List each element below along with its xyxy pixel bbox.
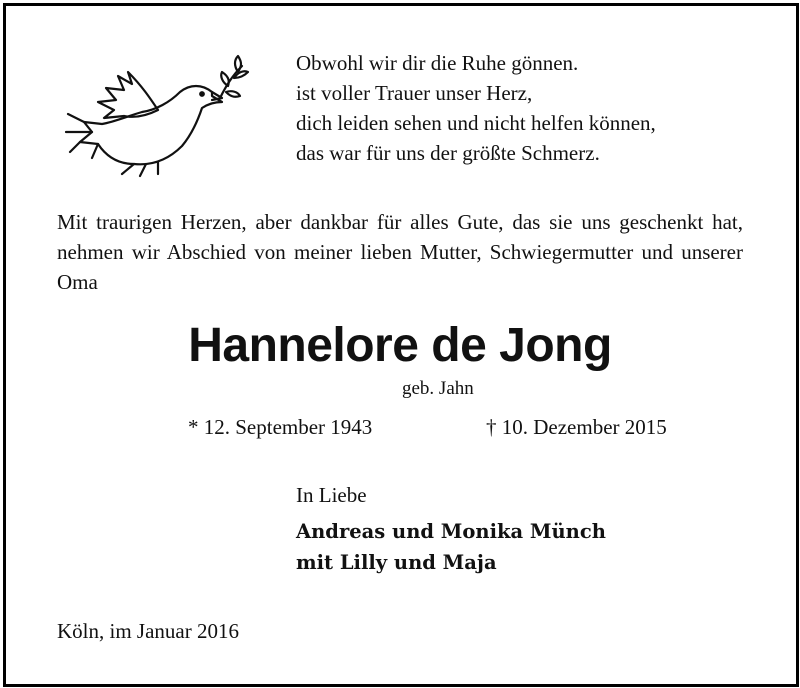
poem-line: das war für uns der größte Schmerz.: [296, 141, 600, 165]
family-signature: [296, 516, 606, 578]
family-line: mit Lilly und Maja: [296, 551, 497, 574]
poem-line: dich leiden sehen und nicht helfen können,: [296, 111, 656, 135]
poem-line: Obwohl wir dir die Ruhe gönnen.: [296, 51, 579, 75]
place-date: Köln, im Januar 2016: [57, 619, 239, 643]
maiden-name: geb. Jahn: [402, 378, 474, 399]
poem: [296, 48, 656, 168]
intro-text: Mit traurigen Herzen, aber dankbar für alles Gute, das sie uns geschenkt hat, nehmen wir Abschied von meiner lieben Mutter, Schwiegermutter und unserer Oma: [57, 210, 743, 294]
poem-line: ist voller Trauer unser Herz,: [296, 81, 533, 105]
dove-icon: [62, 48, 252, 178]
birth-date: * 12. September 1943: [188, 415, 373, 439]
family-line: Andreas und Monika Münch: [296, 520, 606, 543]
in-love-line: In Liebe: [296, 483, 367, 507]
death-date: † 10. Dezember 2015: [486, 415, 667, 439]
deceased-name: Hannelore de Jong: [188, 319, 612, 372]
